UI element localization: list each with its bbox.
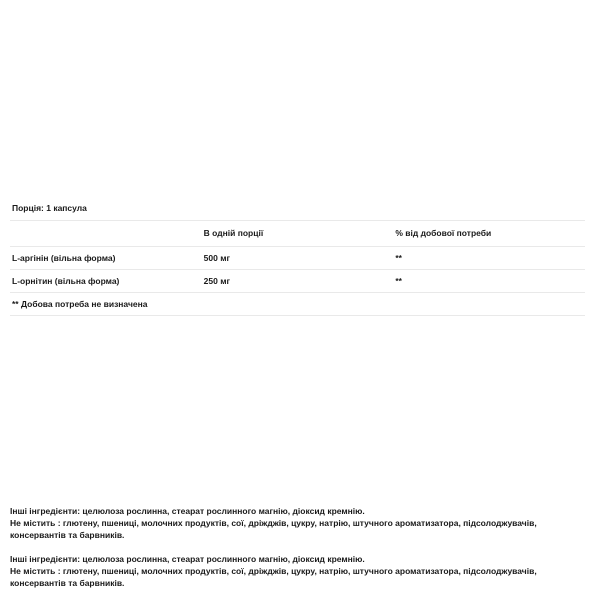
daily-value-footnote: ** Добова потреба не визначена — [12, 298, 148, 309]
ingredients-note-block — [10, 553, 592, 589]
other-ingredients-line: Інші інгредієнти: целюлоза рослинна, стеарат рослинного магнію, діоксид кремнію. — [10, 506, 365, 516]
serving-size-label: Порція: 1 капсула — [12, 202, 87, 213]
table-row — [10, 270, 585, 293]
table-header-row — [10, 221, 585, 247]
table-row — [10, 247, 585, 270]
supplement-facts-table — [10, 196, 585, 316]
ingredient-name: L-орнітин (вільна форма) — [12, 275, 120, 286]
other-ingredients-line: Інші інгредієнти: целюлоза рослинна, стеарат рослинного магнію, діоксид кремнію. — [10, 554, 365, 565]
free-from-line: Не містить : глютену, пшениці, молочних продуктів, сої, дріжджів, цукру, натрію, штучного ароматизатора, підсолоджувачів, консервантів та барвників. — [10, 518, 537, 541]
ingredient-name: L-аргінін (вільна форма) — [12, 252, 116, 263]
ingredient-amount: 500 мг — [203, 252, 231, 263]
column-header-name — [10, 221, 202, 247]
facts-content — [0, 196, 600, 589]
ingredients-note-block — [10, 505, 592, 541]
ingredient-daily-value: ** — [395, 252, 402, 263]
ingredient-notes — [10, 505, 592, 590]
daily-value-footnote-row — [10, 293, 585, 316]
ingredient-daily-value: ** — [395, 275, 402, 286]
column-header-amount-per-serving: В одній порції — [203, 228, 264, 239]
serving-size-row — [10, 196, 585, 221]
free-from-line: Не містить : глютену, пшениці, молочних продуктів, сої, дріжджів, цукру, натрію, штучного ароматизатора, підсолоджувачів, консервантів та барвників. — [10, 566, 537, 589]
column-header-daily-value: % від добової потреби — [395, 228, 492, 239]
ingredient-amount: 250 мг — [203, 275, 231, 286]
